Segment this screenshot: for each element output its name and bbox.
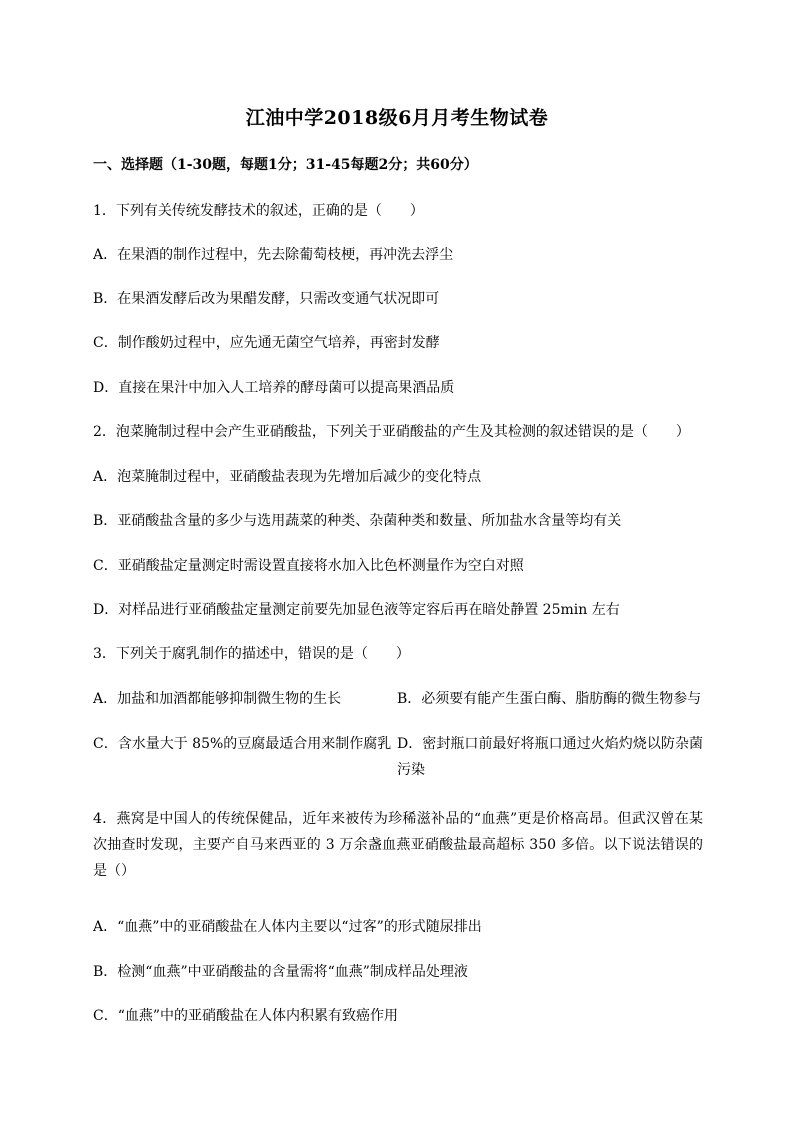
question-4-option-a: A．“血燕”中的亚硝酸盐在人体内主要以“过客”的形式随尿排出 — [93, 919, 482, 935]
question-1-option-b: B．在果酒发酵后改为果醋发酵，只需改变通气状况即可 — [93, 291, 440, 307]
question-2-option-d: D．对样品进行亚硝酸盐定量测定前要先加显色液等定容后再在暗处静置 25min 左右 — [93, 602, 620, 618]
question-3-stem: 3．下列关于腐乳制作的描述中，错误的是（ ） — [93, 646, 410, 662]
question-4-option-b: B．检测“血燕”中亚硝酸盐的含量需将“血燕”制成样品处理液 — [93, 964, 468, 980]
question-3-option-a: A．加盐和加酒都能够抑制微生物的生长 — [93, 691, 342, 707]
question-4-stem: 4．燕窝是中国人的传统保健品，近年来被传为珍稀滋补品的“血燕”更是价格高昂。但武汉曾在某次抽查时发现，主要产自马来西亚的 3 万余盏血燕亚硝酸盐最高超标 350 多倍。以下说法错误的是（） — [93, 811, 703, 879]
question-4-option-c: C．“血燕”中的亚硝酸盐在人体内积累有致癌作用 — [93, 1008, 399, 1024]
question-1-option-a: A．在果酒的制作过程中，先去除葡萄枝梗，再冲洗去浮尘 — [93, 247, 454, 263]
question-3-option-c: C．含水量大于 85%的豆腐最适合用来制作腐乳 — [93, 736, 392, 752]
question-3-option-d: D．密封瓶口前最好将瓶口通过火焰灼烧以防杂菌污染 — [397, 736, 703, 778]
section-heading: 一、选择题（1-30题，每题1分；31-45每题2分；共60分） — [93, 157, 478, 173]
question-3-option-b: B．必须要有能产生蛋白酶、脂肪酶的微生物参与 — [397, 691, 702, 707]
question-1-option-d: D．直接在果汁中加入人工培养的酵母菌可以提高果酒品质 — [93, 380, 455, 396]
question-2-option-a: A．泡菜腌制过程中，亚硝酸盐表现为先增加后减少的变化特点 — [93, 469, 482, 485]
question-1-stem: 1．下列有关传统发酵技术的叙述，正确的是（ ） — [93, 203, 424, 219]
question-2-option-b: B．亚硝酸盐含量的多少与选用蔬菜的种类、杂菌种类和数量、所加盐水含量等均有关 — [93, 513, 622, 529]
exam-title: 江油中学2018级6月月考生物试卷 — [245, 107, 549, 129]
question-1-option-c: C．制作酸奶过程中，应先通无菌空气培养，再密封发酵 — [93, 335, 440, 351]
question-2-stem: 2．泡菜腌制过程中会产生亚硝酸盐，下列关于亚硝酸盐的产生及其检测的叙述错误的是（ ） — [93, 424, 690, 440]
question-2-option-c: C．亚硝酸盐定量测定时需设置直接将水加入比色杯测量作为空白对照 — [93, 558, 524, 574]
